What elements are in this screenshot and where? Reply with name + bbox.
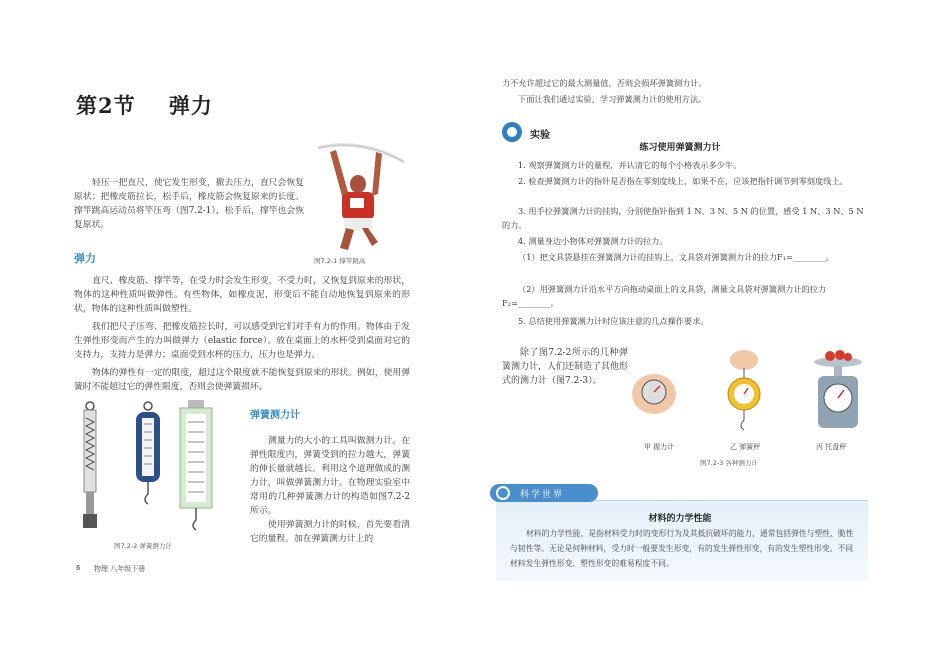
- paragraph-range: 使用弹簧测力计的时候，首先要看清它的量程。加在弹簧测力计上的: [250, 520, 410, 544]
- experiment-label: 实验: [530, 130, 550, 141]
- experiment-icon: [502, 122, 522, 142]
- step-1: 1. 观察弹簧测力计的量程，并认清它的每个小格表示多少牛。: [518, 160, 742, 170]
- step-5: 5. 总结使用弹簧测力计时应该注意的几点操作要求。: [518, 316, 709, 326]
- step-4: 4. 测量身边小物体对弹簧测力计的拉力。: [518, 236, 668, 246]
- label-spring-balance: 乙 弹簧秤: [730, 443, 761, 451]
- book-name: 物理 八年级下册: [94, 565, 146, 573]
- figure-7-2-1-caption: 图7.2-1 撑竿跳高: [314, 257, 366, 265]
- figure-7-2-3-caption: 图7.2-3 各种测力计: [700, 459, 758, 467]
- label-platform-scale: 丙 托盘秤: [816, 443, 847, 451]
- label-grip-meter: 甲 握力计: [644, 443, 675, 451]
- chapter-title: 第2节 弹力: [76, 93, 213, 118]
- intro-paragraph: 轻压一把直尺，使它发生形变，撤去压力，直尺会恢复原状；把橡皮筋拉长，松手后，橡皮筋会恢复原来的长度。撑竿跳高运动员将竿压弯（图7.2-1），松手后，撑竿也会恢复原状。: [74, 178, 304, 230]
- spring-scales-figure: [72, 400, 242, 540]
- step-3: 3. 用手拉弹簧测力计的挂钩，分别使指针指到 1 N、3 N、5 N 的位置，感受 1 N、3 N、5 N 的力。: [502, 206, 864, 230]
- right-page: [488, 70, 872, 590]
- continued-line: 力不允许超过它的最大测量值，否则会损坏弹簧测力计。: [502, 78, 707, 88]
- step-4-1: （1）把文具袋悬挂在弹簧测力计的挂钩上，文具袋对弹簧测力计的拉力F₁=________。: [518, 252, 834, 262]
- paragraph-elasticity: 直尺、橡皮筋、撑竿等，在受力时会发生形变，不受力时，又恢复到原来的形状，物体的这种性质叫做弹性。有些物体，如橡皮泥，形变后不能自动地恢复到原来的形状，物体的这种性质叫做塑性。: [74, 276, 410, 314]
- science-world-badge: 科学世界: [490, 484, 598, 502]
- left-page: [62, 70, 416, 590]
- science-title: 材料的力学性能: [648, 514, 712, 524]
- pole-vault-figure: [312, 142, 412, 252]
- other-force-meters-figure: [628, 348, 868, 438]
- figure-7-2-2-caption: 图7.2-2 弹簧测力计: [114, 542, 172, 550]
- paragraph-elastic-limit: 物体的弹性有一定的限度，超过这个限度就不能恢复到原来的形状。例如，使用弹簧时不能超过它的弹性限度，否则会使弹簧损坏。: [74, 368, 410, 392]
- paragraph-spring-scale: 测量力的大小的工具叫做测力计。在弹性限度内，弹簧受到的拉力越大，弹簧的伸长量就越长。利用这个道理做成的测力计，叫做弹簧测力计。在物理实验室中常用的几种弹簧测力计的构造如图7.2-2所示。: [250, 436, 410, 516]
- section-title-elastic-force: 弹力: [74, 252, 96, 265]
- flower-icon: [496, 486, 510, 500]
- science-text: 材料的力学性能，是指材料受力时的变形行为及其抵抗破坏的能力，通常包括弹性与塑性、脆性与韧性等。无论是何种材料，受力时一般要发生形变，有的发生弹性形变，有的发生塑性形变。不同材料发生弹性形变、塑性形变的难易程度不同。: [510, 529, 854, 568]
- other-scales-text: 除了图7.2-2所示的几种弹簧测力计，人们还制造了其他形式的测力计（图7.2-3）。: [502, 348, 629, 386]
- section-title-spring-scale: 弹簧测力计: [250, 410, 300, 421]
- step-2: 2. 检查弹簧测力计的指针是否指在零刻度线上，如果不在，应该把指针调节到零刻度线上。: [518, 176, 848, 186]
- paragraph-elastic-force: 我们把尺子压弯、把橡皮筋拉长时，可以感受到它们对手有力的作用。物体由于发生弹性形变而产生的力叫做弹力（elastic force）。放在桌面上的水杯受到桌面对它的支持力，支持力是弹力；桌面受到水杯的压力，压力也是弹力。: [74, 322, 410, 360]
- page-number: 6: [76, 564, 81, 572]
- step-4-2: （2）用弹簧测力计沿水平方向拖动桌面上的文具袋，测量文具袋对弹簧测力计的拉力F₂=________。: [502, 284, 827, 308]
- experiment-title: 练习使用弹簧测力计: [639, 143, 721, 153]
- intro-line: 下面让我们通过实验，学习弹簧测力计的使用方法。: [518, 94, 707, 104]
